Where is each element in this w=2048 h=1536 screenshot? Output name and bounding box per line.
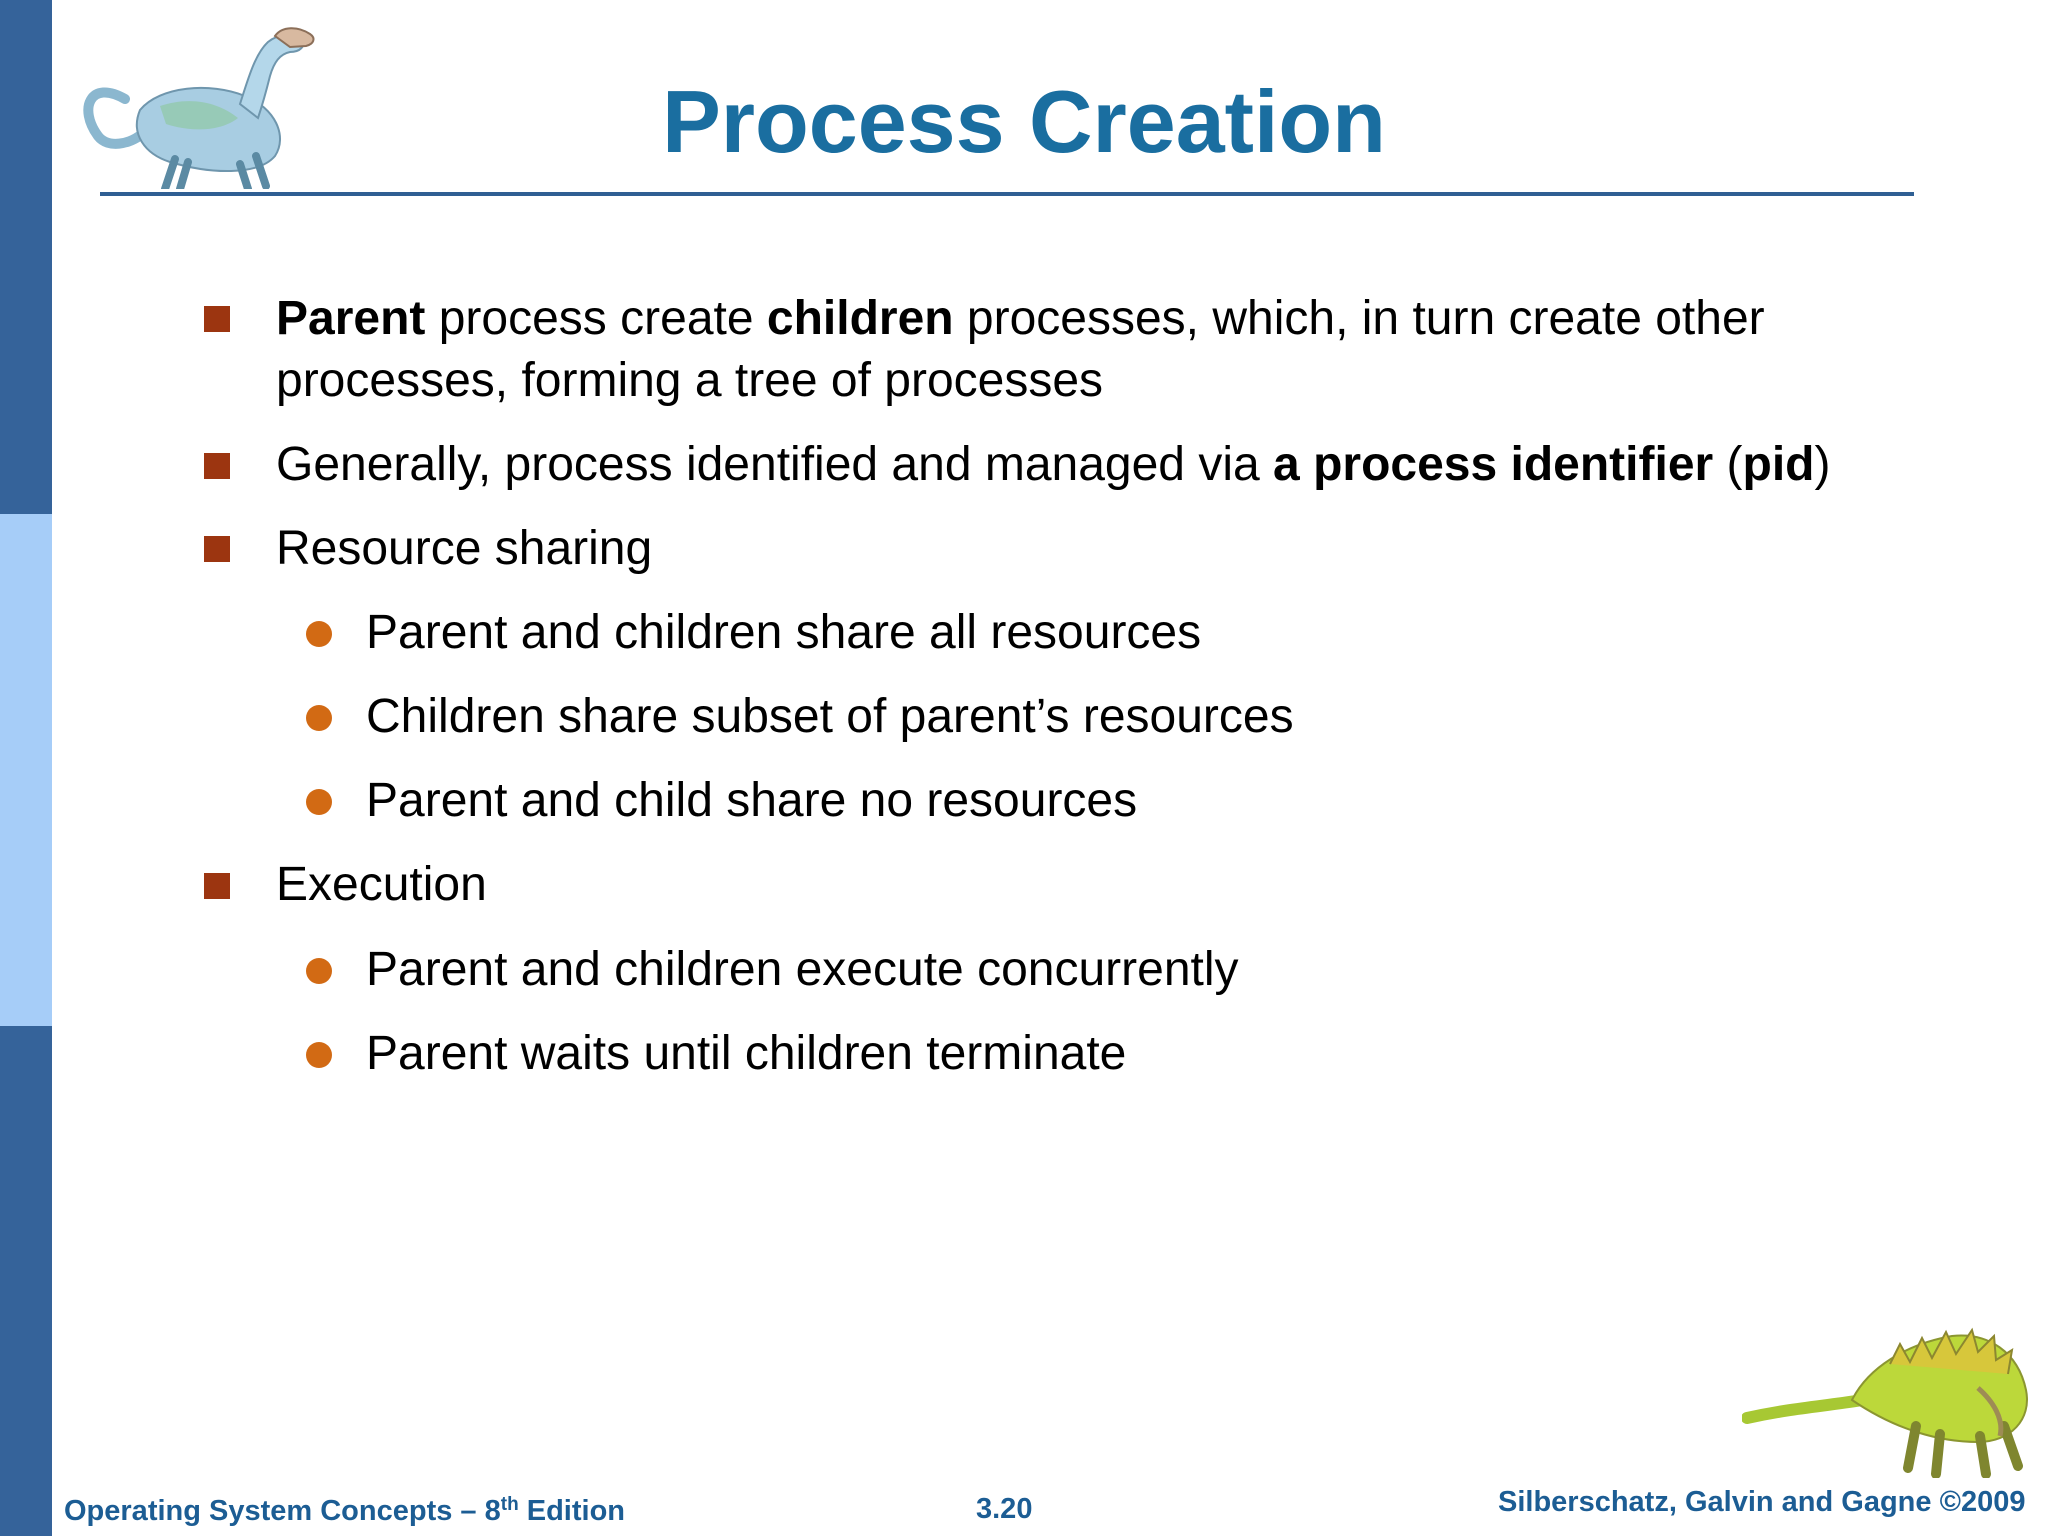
text-run: Parent waits until children terminate [366, 1027, 1127, 1080]
list-item-line [276, 350, 1765, 412]
text-run: processes, forming a tree of processes [276, 354, 1104, 407]
text-run: ) [1814, 438, 1831, 491]
list-item [276, 854, 487, 916]
stegosaurus-icon [1742, 1318, 2038, 1478]
list-item-line [276, 288, 1765, 350]
round-bullet-icon [306, 1042, 332, 1068]
page-title: Process Creation [662, 72, 1386, 171]
text-run: Parent and children share all resources [366, 606, 1202, 659]
list-item [276, 518, 652, 580]
list-item-line [276, 434, 1830, 496]
text-run: Children share subset of parent’s resources [366, 690, 1294, 743]
round-bullet-icon [306, 958, 332, 984]
text-run: Resource sharing [276, 522, 653, 575]
list-item [366, 602, 1201, 664]
title-divider [100, 192, 1914, 196]
text-run: processes, which, in turn create other [953, 292, 1765, 345]
square-bullet-icon [204, 453, 230, 479]
round-bullet-icon [306, 789, 332, 815]
list-item [366, 686, 1294, 748]
list-item [276, 288, 1765, 412]
footer-book-prefix: Operating System Concepts – 8 [64, 1495, 501, 1527]
text-run: Generally, process identified and managed via [276, 438, 1274, 491]
round-bullet-icon [306, 705, 332, 731]
footer-book-suffix: Edition [518, 1495, 626, 1527]
footer-book-title [64, 1494, 626, 1527]
sidebar-middle [0, 514, 52, 1026]
bold-text: children [766, 292, 954, 345]
sidebar-bottom [0, 1026, 52, 1536]
list-item [366, 939, 1239, 1001]
footer-book-superscript: th [500, 1494, 519, 1515]
list-item [366, 770, 1137, 832]
list-item [276, 434, 1830, 496]
page-number: 3.20 [976, 1493, 1033, 1525]
text-run: Parent and child share no resources [366, 774, 1138, 827]
round-bullet-icon [306, 621, 332, 647]
bold-text: pid [1742, 438, 1815, 491]
text-run: ( [1713, 438, 1743, 491]
text-run: Execution [276, 858, 487, 911]
list-item [366, 1023, 1126, 1085]
bold-text: a process identifier [1273, 438, 1714, 491]
square-bullet-icon [204, 873, 230, 899]
footer-authors: Silberschatz, Galvin and Gagne ©2009 [1498, 1486, 2026, 1518]
text-run: Parent and children execute concurrently [366, 943, 1239, 996]
square-bullet-icon [204, 536, 230, 562]
text-run: process create [425, 292, 767, 345]
square-bullet-icon [204, 306, 230, 332]
bold-text: Parent [276, 292, 426, 345]
